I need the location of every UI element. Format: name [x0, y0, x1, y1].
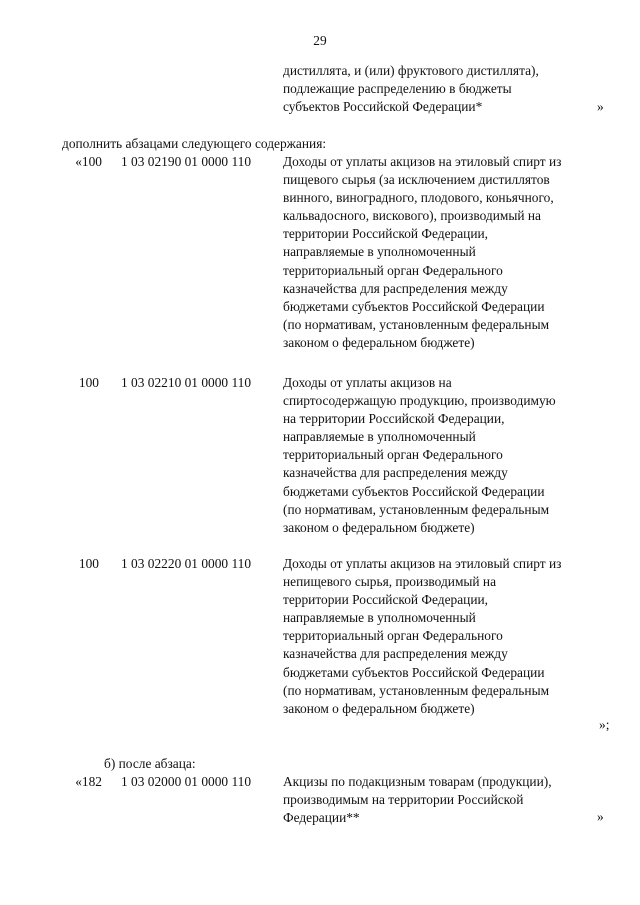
closing-quote-mark: » [597, 809, 604, 824]
description-line: территориальный орган Федерального [283, 447, 503, 463]
admin-code: 100 [78, 375, 99, 390]
admin-code: «100 [75, 154, 102, 169]
description-line: Доходы от уплаты акцизов на этиловый спирт из [283, 556, 562, 571]
entry-description [283, 374, 608, 537]
description-line: законом о федеральном бюджете) [283, 700, 475, 716]
entry-description [283, 153, 608, 352]
description-line: казначейства для распределения между [283, 646, 508, 662]
description-line: бюджетами субъектов Российской Федерации [283, 483, 545, 499]
description-line: направляемые в уполномоченный [283, 244, 476, 260]
budget-classification-code: 1 03 02000 01 0000 110 [121, 774, 252, 789]
description-line: казначейства для распределения между [283, 280, 508, 296]
description-line: непищевого сырья, производимый на [283, 574, 497, 590]
description-line: производимым на территории Российской [283, 792, 524, 808]
description-line: Федерации** [283, 810, 360, 826]
subsection-heading: б) после абзаца: [104, 756, 196, 771]
entry-description [283, 555, 608, 718]
description-line: территориальный орган Федерального [283, 628, 503, 644]
description-line: казначейства для распределения между [283, 465, 508, 481]
description-line: Доходы от уплаты акцизов на этиловый спирт из [283, 154, 562, 169]
description-line: спиртосодержащую продукцию, производимую [283, 393, 556, 409]
intro-paragraph: дополнить абзацами следующего содержания: [62, 136, 327, 151]
admin-code: «182 [75, 774, 102, 789]
budget-classification-code: 1 03 02220 01 0000 110 [121, 556, 252, 571]
page-number: 29 [313, 33, 327, 48]
description-line: территориальный орган Федерального [283, 262, 503, 278]
top-block-description [283, 62, 608, 116]
budget-classification-code: 1 03 02190 01 0000 110 [121, 154, 252, 169]
description-line: подлежащие распределению в бюджеты [283, 81, 512, 97]
budget-classification-code: 1 03 02210 01 0000 110 [121, 375, 252, 390]
description-line: пищевого сырья (за исключением дистиллятов [283, 172, 550, 188]
description-line: Акцизы по подакцизным товарам (продукции), [283, 774, 552, 789]
description-line: законом о федеральном бюджете) [283, 334, 475, 350]
description-line: дистиллята, и (или) фруктового дистиллята), [283, 63, 539, 78]
entry-description [283, 773, 608, 827]
description-line: направляемые в уполномоченный [283, 610, 476, 626]
description-line: винного, виноградного, плодового, коньячного, [283, 190, 554, 206]
description-line: направляемые в уполномоченный [283, 429, 476, 445]
description-line: (по нормативам, установленным федеральным [283, 682, 550, 698]
closing-quote-mark: » [597, 99, 604, 114]
description-line: законом о федеральном бюджете) [283, 519, 475, 535]
description-line: (по нормативам, установленным федеральным [283, 501, 550, 517]
description-line: бюджетами субъектов Российской Федерации [283, 664, 545, 680]
description-line: Доходы от уплаты акцизов на [283, 375, 452, 390]
description-line: (по нормативам, установленным федеральным [283, 316, 550, 332]
description-line: на территории Российской Федерации, [283, 411, 505, 427]
description-line: бюджетами субъектов Российской Федерации [283, 298, 545, 314]
description-line: кальвадосного, вискового), производимый на [283, 208, 541, 224]
closing-quote-mark: »; [599, 717, 610, 732]
description-line: территории Российской Федерации, [283, 226, 489, 242]
description-line: субъектов Российской Федерации* [283, 99, 483, 115]
admin-code: 100 [78, 556, 99, 571]
description-line: территории Российской Федерации, [283, 592, 489, 608]
